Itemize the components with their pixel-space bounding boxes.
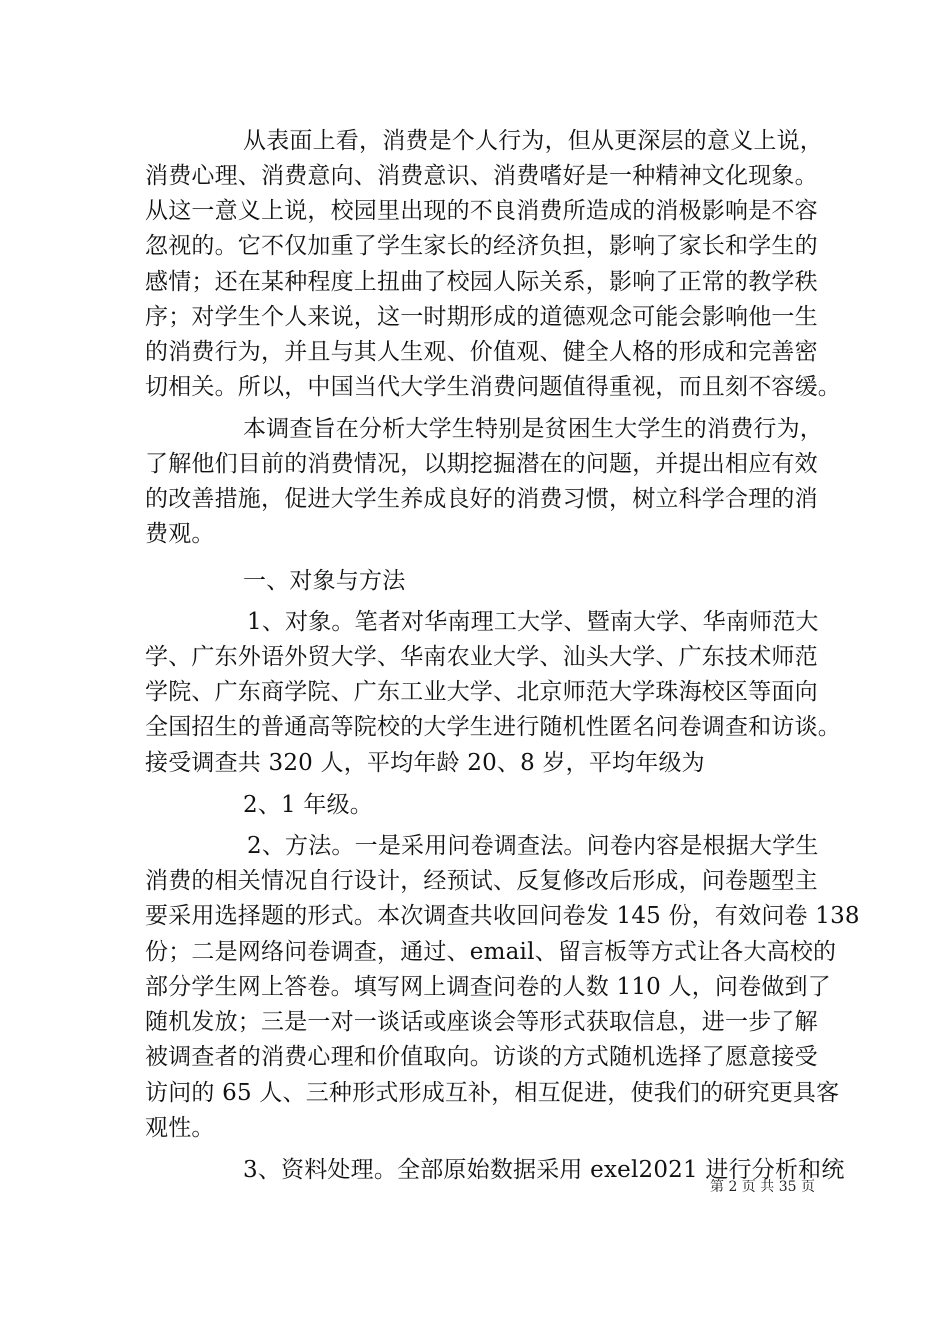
text-line: 从表面上看，消费是个人行为，但从更深层的意义上说， [243, 128, 823, 154]
text-line: 部分学生网上答卷。填写网上调查问卷的人数 110 人，问卷做到了 [145, 974, 831, 1000]
text-line: 序；对学生个人来说，这一时期形成的道德观念可能会影响他一生 [145, 304, 818, 330]
text-line: 感情；还在某种程度上扭曲了校园人际关系，影响了正常的教学秩 [145, 269, 818, 295]
text-line: 本调查旨在分析大学生特别是贫困生大学生的消费行为， [243, 416, 823, 442]
text-line: 3、资料处理。全部原始数据采用 exel2021 进行分析和统 [243, 1157, 845, 1183]
text-line: 学院、广东商学院、广东工业大学、北京师范大学珠海校区等面向 [145, 679, 818, 705]
text-line: 消费的相关情况自行设计，经预试、反复修改后形成，问卷题型主 [145, 868, 818, 894]
text-line: 接受调查共 320 人，平均年龄 20、8 岁，平均年级为 [145, 750, 705, 776]
text-line: 切相关。所以，中国当代大学生消费问题值得重视，而且刻不容缓。 [145, 374, 841, 400]
text-line: 1、对象。笔者对华南理工大学、暨南大学、华南师范大 [247, 609, 819, 635]
text-line: 忽视的。它不仅加重了学生家长的经济负担，影响了家长和学生的 [145, 233, 818, 259]
text-line: 全国招生的普通高等院校的大学生进行随机性匿名问卷调查和访谈。 [145, 714, 841, 740]
text-line: 访问的 65 人、三种形式形成互补，相互促进，使我们的研究更具客 [145, 1080, 840, 1106]
text-line: 被调查者的消费心理和价值取向。访谈的方式随机选择了愿意接受 [145, 1044, 818, 1070]
text-line: 了解他们目前的消费情况，以期挖掘潜在的问题，并提出相应有效 [145, 451, 818, 477]
text-line: 份；二是网络问卷调查，通过、email、留言板等方式让各大高校的 [145, 939, 837, 965]
text-line: 的消费行为，并且与其人生观、价值观、健全人格的形成和完善密 [145, 339, 818, 365]
text-line: 观性。 [145, 1115, 215, 1141]
text-line: 2、1 年级。 [243, 792, 373, 818]
text-line: 要采用选择题的形式。本次调查共收回问卷发 145 份，有效问卷 138 [145, 903, 860, 929]
text-line: 费观。 [145, 521, 215, 547]
section-heading: 一、对象与方法 [243, 568, 406, 594]
text-line: 的改善措施，促进大学生养成良好的消费习惯，树立科学合理的消 [145, 486, 818, 512]
text-line: 2、方法。一是采用问卷调查法。问卷内容是根据大学生 [247, 833, 819, 859]
page-number-footer: 第 2 页 共 35 页 [710, 1179, 815, 1195]
text-line: 学、广东外语外贸大学、华南农业大学、汕头大学、广东技术师范 [145, 644, 818, 670]
text-line: 消费心理、消费意向、消费意识、消费嗜好是一种精神文化现象。 [145, 163, 818, 189]
text-line: 随机发放；三是一对一谈话或座谈会等形式获取信息，进一步了解 [145, 1009, 818, 1035]
text-line: 从这一意义上说，校园里出现的不良消费所造成的消极影响是不容 [145, 198, 818, 224]
